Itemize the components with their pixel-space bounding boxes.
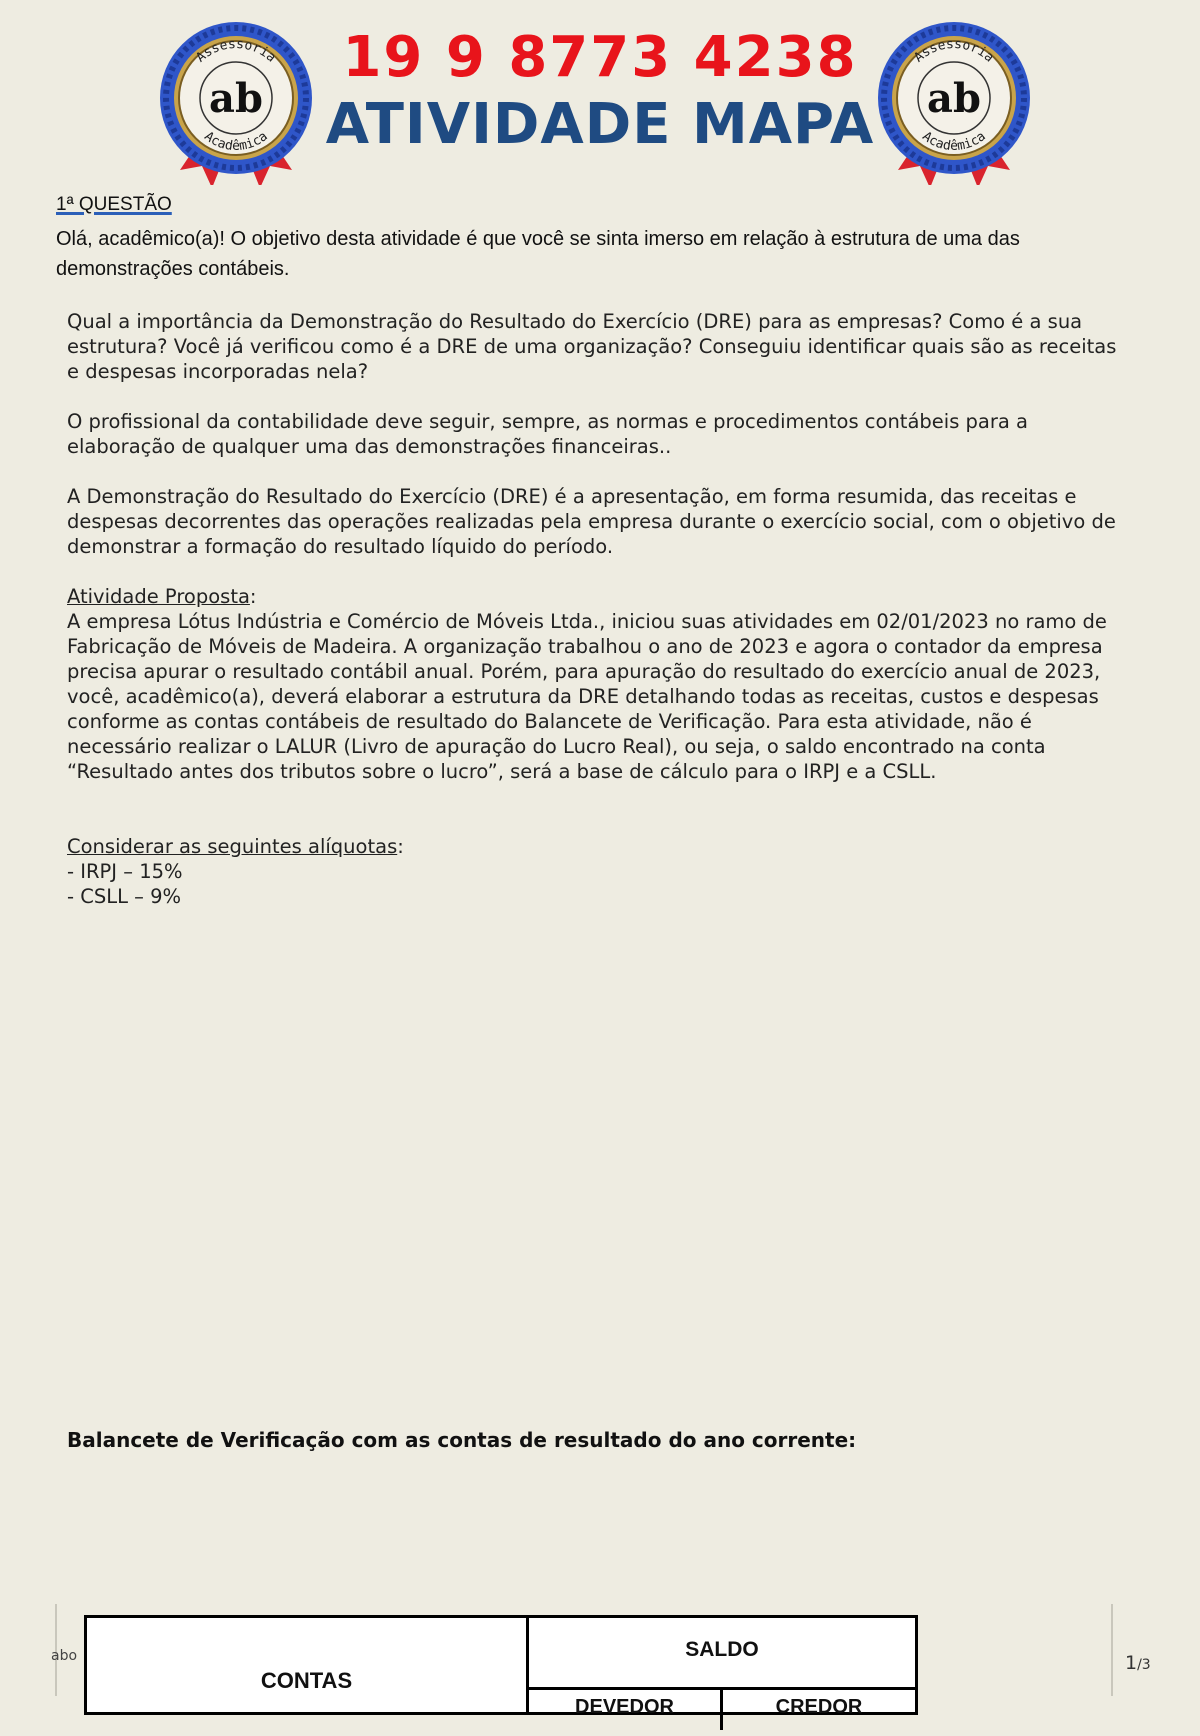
page-indicator — [1125, 1652, 1151, 1674]
heading-colon: : — [249, 585, 257, 608]
svg-text:Assessoria: Assessoria — [193, 36, 279, 66]
contact-phone: 19 9 8773 4238 — [342, 25, 858, 90]
tax-rates-section — [67, 834, 1127, 909]
footer-text-fragment: abo — [51, 1648, 78, 1664]
svg-text:ab: ab — [927, 75, 981, 122]
svg-text:Assessoria: Assessoria — [911, 36, 997, 66]
assessoria-academica-seal-logo — [156, 20, 316, 185]
balancete-title: Balancete de Verificação com as contas de resultado do ano corrente: — [67, 1428, 857, 1452]
svg-text:Acadêmica: Acadêmica — [201, 129, 271, 154]
document-header — [0, 0, 1200, 190]
question-label: 1ª QUESTÃO — [56, 194, 172, 215]
svg-text:ab: ab — [209, 75, 263, 122]
proposed-activity-text: A empresa Lótus Indústria e Comércio de Móveis Ltda., iniciou suas atividades em 02/01/2023 no ramo de Fabricação de Móveis de Madeira. A organização trabalhou o ano de 2023 e agora o contador da empresa precisa apurar o resultado contábil anual. Porém, para apuração do resultado do exercício anual de 2023, você, acadêmico(a), deverá elaborar a estrutura da DRE detalhando todas as receitas, custos e despesas conforme as contas contábeis de resultado do Balancete de Verificação. Para esta atividade, não é necessário realizar o LALUR (Livro de apuração do Lucro Real), ou seja, o saldo encontrado na conta “Resultado antes dos tributos sobre o lucro”, será a base de cálculo para o IRPJ e a CSLL. — [67, 610, 1107, 783]
rate-csll: - CSLL – 9% — [67, 885, 182, 908]
table-header-contas: CONTAS — [87, 1618, 529, 1712]
svg-text:Acadêmica: Acadêmica — [919, 129, 989, 154]
paragraph-dre-importance: Qual a importância da Demonstração do Resultado do Exercício (DRE) para as empresas? Como é a sua estrutura? Você já verificou como é a DRE de uma organização? Conseguiu identificar quais são as receitas e despesas incorporadas nela? — [67, 310, 1117, 383]
page-current: 1 — [1125, 1652, 1138, 1674]
table-header-credor: CREDOR — [775, 1696, 863, 1718]
paragraph-accounting-norms: O profissional da contabilidade deve seguir, sempre, as normas e procedimentos contábeis para a elaboração de qualquer uma das demonstrações financeiras.. — [67, 410, 1028, 458]
rate-irpj: - IRPJ – 15% — [67, 860, 183, 883]
balancete-table — [84, 1615, 918, 1718]
assessoria-academica-seal-logo — [874, 20, 1034, 185]
proposed-activity-heading: Atividade Proposta — [67, 585, 250, 608]
heading-colon: : — [397, 835, 404, 858]
table-header-saldo: SALDO — [529, 1618, 915, 1690]
question-intro: Olá, acadêmico(a)! O objetivo desta atividade é que você se sinta imerso em relação à estrutura de uma das demonstrações contábeis. — [56, 228, 1020, 280]
table-header-devedor: DEVEDOR — [529, 1690, 723, 1730]
banner-title: ATIVIDADE MAPA — [325, 92, 875, 157]
page-margin-line — [1111, 1604, 1113, 1696]
proposed-activity-section — [67, 584, 1127, 784]
paragraph-dre-definition: A Demonstração do Resultado do Exercício (DRE) é a apresentação, em forma resumida, das receitas e despesas decorrentes das operações realizadas pela empresa durante o exercício social, com o objetivo de demonstrar a formação do resultado líquido do período. — [67, 485, 1116, 558]
page-total: /3 — [1137, 1657, 1151, 1673]
tax-rates-heading: Considerar as seguintes alíquotas — [67, 835, 398, 858]
